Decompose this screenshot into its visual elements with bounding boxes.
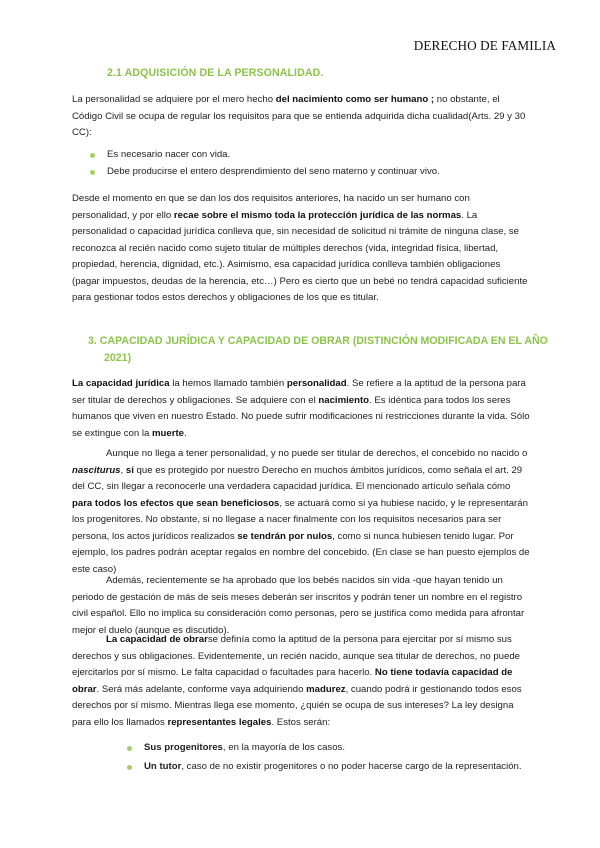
section-3-heading: 3. CAPACIDAD JURÍDICA Y CAPACIDAD DE OBRAR (DISTINCIÓN MODIFICADA EN EL AÑO 2021) — [88, 335, 548, 364]
section-2-1-heading: 2.1 ADQUISICIÓN DE LA PERSONALIDAD. — [107, 67, 324, 79]
section-2-1-intro: La personalidad se adquiere por el mero hecho del nacimiento como ser humano ; no obstante, el Código Civil se ocupa de regular los requisitos para que se entienda adquirida dicha cualidad(Arts. 29 y 30 CC): — [72, 94, 526, 138]
representatives-list — [144, 740, 530, 775]
list-item: Es necesario nacer con vida. — [107, 147, 527, 164]
section-3-paragraph-2: Aunque no llega a tener personalidad, y no puede ser titular de derechos, el concebido no nacido o nasciturus, sí que es protegido por nuestro Derecho en muchos ámbitos jurídicos, como señala el art. 29 del CC, sin llegar a reconocerle una verdadera capacidad jurídica. El mencionado artículo señala cómo para todos los efectos que sean beneficiosos, se actuará como si ya hubiese nacido, y le representarán los progenitores. No obstante, si no llegase a nacer finalmente con los requisitos necesarios para ser persona, los actos jurídicos realizados se tendrán por nulos, como si nunca hubiesen tenido lugar. Por ejemplo, los padres podrán aceptar regalos en nombre del concebido. (En clase se han puesto ejemplos de este caso) — [72, 448, 530, 575]
section-2-1-paragraph: Desde el momento en que se dan los dos requisitos anteriores, ha nacido un ser humano con personalidad, y por ello recae sobre el mismo toda la protección jurídica de las normas. La personalidad o capacidad jurídica conlleva que, sin necesidad de solicitud ni trámite de ninguna clase, se reconozca al recién nacido como sujeto titular de múltiples derechos (vida, integridad física, libertad, propiedad, herencia, dignidad, etc.). Asimismo, esa capacidad jurídica conlleva también obligaciones (pagar impuestos, deudas de la herencia, etc…) Pero es cierto que un bebé no tendrá capacidad suficiente para gestionar todos estos derechos y obligaciones de los que es titular. — [72, 193, 528, 303]
requirements-list — [107, 147, 527, 180]
section-3-paragraph-1: La capacidad jurídica la hemos llamado también personalidad. Se refiere a la aptitud de la persona para ser titular de derechos y obligaciones. Se adquiere con el nacimiento. Es idéntica para todos los seres humanos que viven en nuestro Estado. No puede sufrir modificaciones ni restricciones durante la vida. Sólo se extingue con la muerte. — [72, 378, 530, 439]
list-item: Un tutor, caso de no existir progenitores o no poder hacerse cargo de la representación. — [144, 759, 530, 776]
list-item: Debe producirse el entero desprendimiento del seno materno y continuar vivo. — [107, 164, 527, 181]
list-item: Sus progenitores, en la mayoría de los casos. — [144, 740, 530, 757]
page-header: DERECHO DE FAMILIA — [413, 38, 556, 53]
section-3-paragraph-4: La capacidad de obrarse definía como la aptitud de la persona para ejercitar por sí mismo sus derechos y sus obligaciones. Evidentemente, un recién nacido, aunque sea titular de derechos, no puede ejercitarlos por sí mismo. Le falta capacidad o facultades para hacerlo. No tiene todavía capacidad de obrar. Será más adelante, conforme vaya adquiriendo madurez, cuando podrá ir gestionando todos esos derechos por sí mismo. Mientras llega ese momento, ¿quién se ocupa de sus intereses? La ley designa para ello los llamados representantes legales. Estos serán: — [72, 634, 522, 728]
section-3-paragraph-3: Además, recientemente se ha aprobado que los bebés nacidos sin vida -que hayan tenido un periodo de gestación de más de seis meses deberán ser inscritos y podrán tener un nombre en el registro civil español. Ello no implica su consideración como personas, pero se justifica como medida para afrontar mejor el duelo (aunque es discutido). — [72, 575, 525, 636]
